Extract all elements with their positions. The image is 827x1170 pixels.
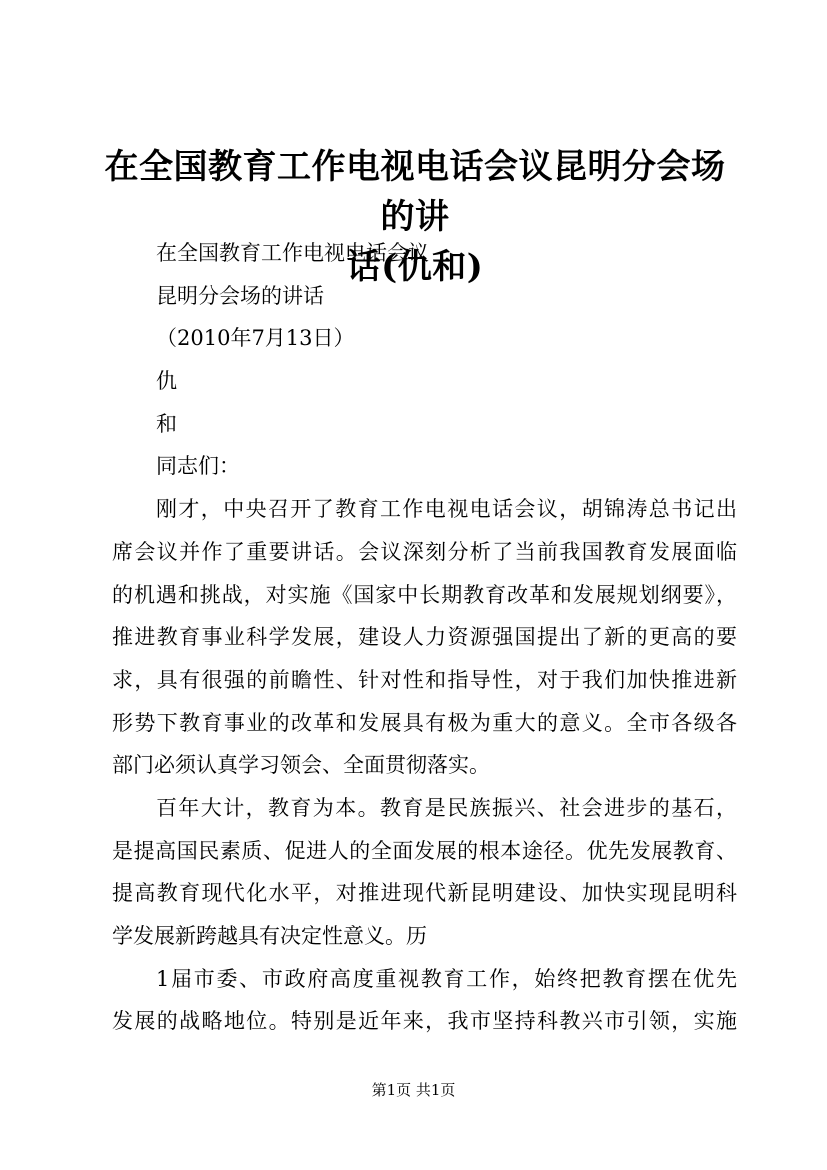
paragraph-line: 推进教育事业科学发展，建设人力资源强国提出了新的更高的要	[112, 625, 737, 650]
paragraph-line: 1届市委、市政府高度重视教育工作，始终把教育摆在优先	[156, 966, 737, 991]
salutation: 同志们：	[156, 454, 240, 479]
paragraph-line: 百年大计，教育为本。教育是民族振兴、社会进步的基石，	[156, 795, 737, 820]
paragraph-line: 是提高国民素质、促进人的全面发展的根本途径。优先发展教育、	[112, 838, 737, 863]
header-line: 在全国教育工作电视电话会议	[156, 241, 429, 265]
page-footer: 第1页 共1页	[371, 1081, 456, 1099]
header-line: 昆明分会场的讲话	[156, 283, 324, 308]
title-line-2: 话(仇和)	[346, 247, 484, 287]
paragraph-line: 刚才，中央召开了教育工作电视电话会议，胡锦涛总书记出	[156, 497, 737, 522]
paragraph-line: 的机遇和挑战，对实施《国家中长期教育改革和发展规划纲要》，	[112, 582, 737, 607]
document-body	[112, 232, 737, 1043]
paragraph-line: 形势下教育事业的改革和发展具有极为重大的意义。全市各级各	[112, 710, 737, 735]
title-line-1: 在全国教育工作电视电话会议昆明分会场的讲	[104, 147, 726, 237]
paragraph-line: 席会议并作了重要讲话。会议深刻分析了当前我国教育发展面临	[112, 539, 737, 564]
date-line: （2010年7月13日）	[156, 326, 355, 351]
paragraph-line: 求，具有很强的前瞻性、针对性和指导性，对于我们加快推进新	[112, 667, 737, 692]
author-surname: 仇	[156, 369, 177, 394]
paragraph-line: 提高教育现代化水平，对推进现代新昆明建设、加快实现昆明科	[112, 881, 737, 906]
author-given-name: 和	[156, 411, 177, 436]
paragraph-line: 学发展新跨越具有决定性意义。历	[112, 924, 427, 948]
paragraph-line: 发展的战略地位。特别是近年来，我市坚持科教兴市引领，实施	[112, 1009, 737, 1034]
paragraph-line: 部门必须认真学习领会、全面贯彻落实。	[112, 753, 490, 778]
